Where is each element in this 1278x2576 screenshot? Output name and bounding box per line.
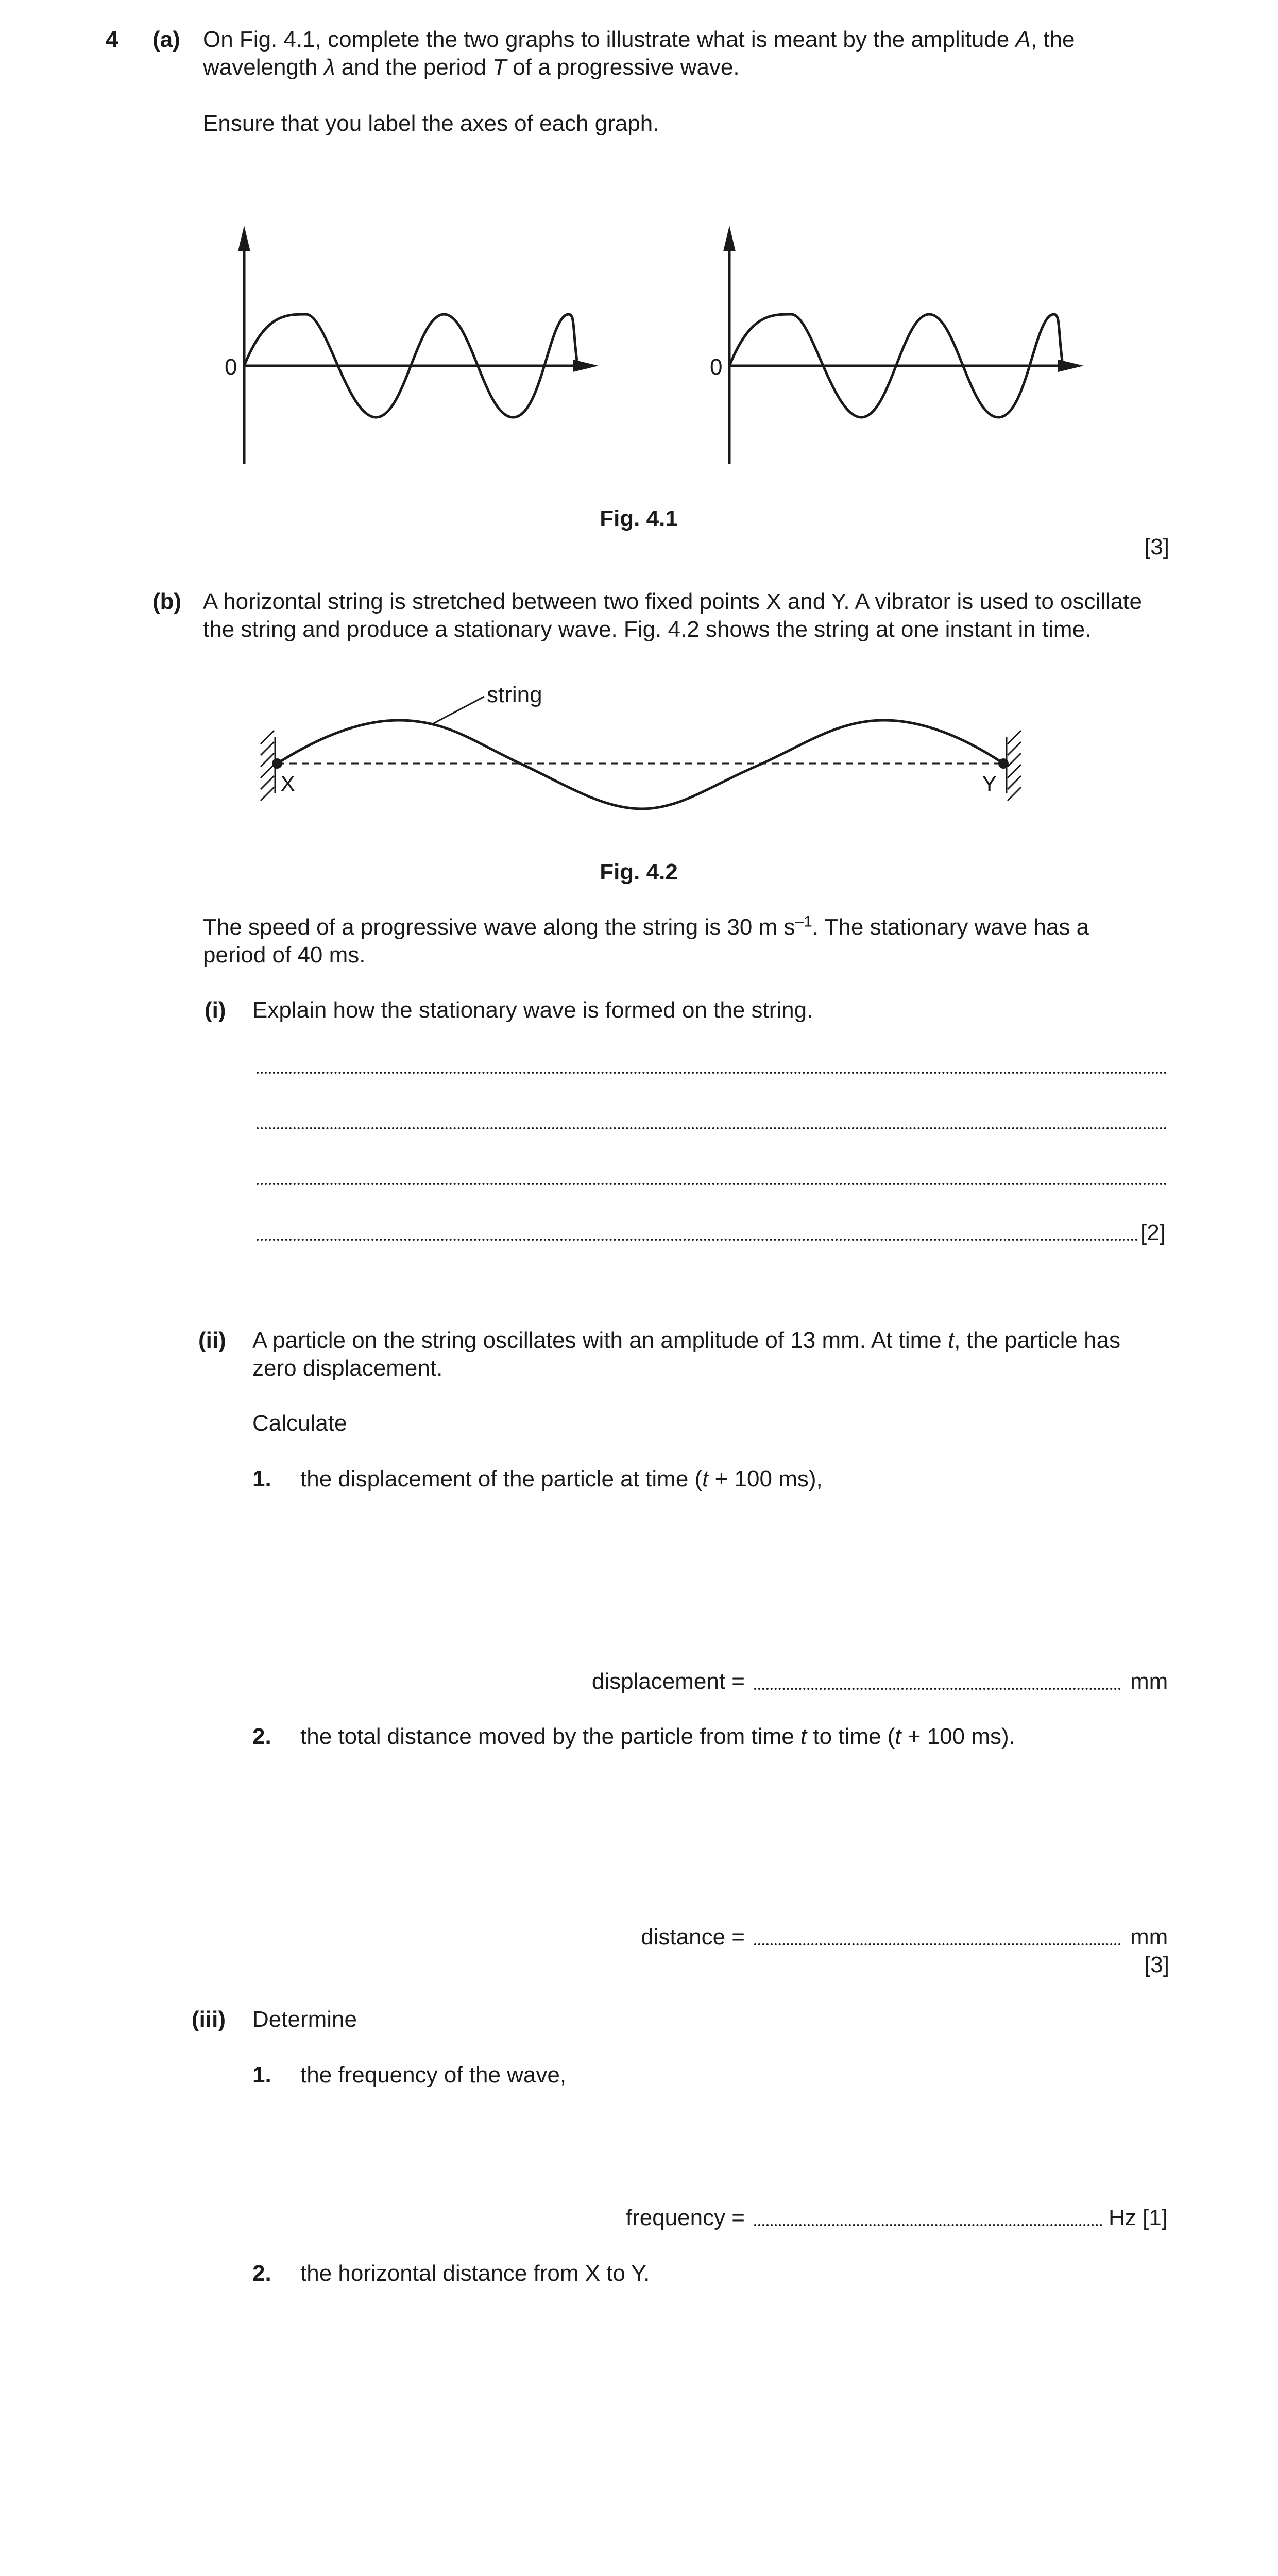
frequency-unit: Hz [1] — [1109, 2205, 1168, 2230]
part-a-marks: [3] — [1144, 534, 1169, 560]
frequency-answer-label: frequency = — [625, 2205, 745, 2230]
part-b-i-text: Explain how the stationary wave is formed on the string. — [252, 997, 813, 1023]
question-number: 4 — [106, 27, 118, 52]
part-b-ii-2-text: the total distance moved by the particle from time t to time (t + 100 ms). — [300, 1724, 1015, 1749]
answer-line-4[interactable] — [257, 1239, 1138, 1241]
frequency-answer-field[interactable] — [754, 2224, 1102, 2226]
part-b-label: (b) — [152, 589, 182, 614]
fig-4-2-point-x: X — [280, 771, 296, 796]
part-b-ii-2-label: 2. — [252, 1724, 271, 1749]
distance-answer-label: distance = — [641, 1924, 745, 1950]
part-a-text-line1: On Fig. 4.1, complete the two graphs to illustrate what is meant by the amplitude A, the — [203, 27, 1075, 52]
distance-unit: mm — [1130, 1924, 1168, 1950]
part-b-ii-line1: A particle on the string oscillates with an amplitude of 13 mm. At time t, the particle has — [252, 1328, 1121, 1353]
point-x-dot — [272, 758, 282, 769]
part-a-label: (a) — [152, 27, 180, 52]
fig-4-2-string-label: string — [487, 682, 542, 707]
answer-line-1[interactable] — [257, 1072, 1167, 1074]
part-b-text-line2: the string and produce a stationary wave. Fig. 4.2 shows the string at one instant in time. — [203, 617, 1092, 642]
fig-4-2-point-y: Y — [982, 771, 997, 796]
part-b-i-label: (i) — [205, 997, 226, 1023]
answer-line-3[interactable] — [257, 1183, 1167, 1185]
string-leader-line — [433, 697, 484, 724]
part-b-iii-2-text: the horizontal distance from X to Y. — [300, 2261, 650, 2286]
displacement-unit: mm — [1130, 1669, 1168, 1694]
fig-4-1-caption: Fig. 4.1 — [600, 506, 678, 531]
distance-answer-field[interactable] — [754, 1943, 1121, 1945]
part-b-ii-1-text: the displacement of the particle at time (t + 100 ms), — [300, 1466, 823, 1492]
part-b-iii-1-text: the frequency of the wave, — [300, 2062, 567, 2088]
part-b-iii-label: (iii) — [192, 2007, 226, 2032]
part-b-iii-determine: Determine — [252, 2007, 357, 2032]
graph-right-origin-label: 0 — [710, 354, 723, 380]
part-b-ii-1-label: 1. — [252, 1466, 271, 1492]
displacement-answer-label: displacement = — [591, 1669, 745, 1694]
part-b-text-line1: A horizontal string is stretched between two fixed points X and Y. A vibrator is used to oscillate — [203, 589, 1142, 614]
part-b-info-line2: period of 40 ms. — [203, 942, 366, 968]
part-b-ii-label: (ii) — [198, 1328, 226, 1353]
part-b-i-marks: [2] — [1140, 1220, 1166, 1245]
part-b-iii-2-label: 2. — [252, 2261, 271, 2286]
part-b-ii-marks: [3] — [1144, 1952, 1169, 1977]
answer-line-2[interactable] — [257, 1127, 1167, 1129]
displacement-answer-field[interactable] — [754, 1688, 1121, 1690]
part-b-iii-1-label: 1. — [252, 2062, 271, 2088]
fig-4-2-caption: Fig. 4.2 — [600, 859, 678, 885]
part-a-instruction: Ensure that you label the axes of each graph. — [203, 111, 659, 136]
part-b-ii-line2: zero displacement. — [252, 1355, 443, 1381]
part-b-info-line1: The speed of a progressive wave along the string is 30 m $s^{-1}$. The stationary wave has a — [203, 913, 1089, 940]
part-b-ii-calculate: Calculate — [252, 1411, 347, 1436]
string-curve — [277, 720, 1003, 809]
part-a-text-line2: wavelength λ and the period T of a progressive wave. — [203, 55, 740, 80]
point-y-dot — [998, 758, 1009, 769]
graph-left-origin-label: 0 — [225, 354, 237, 380]
